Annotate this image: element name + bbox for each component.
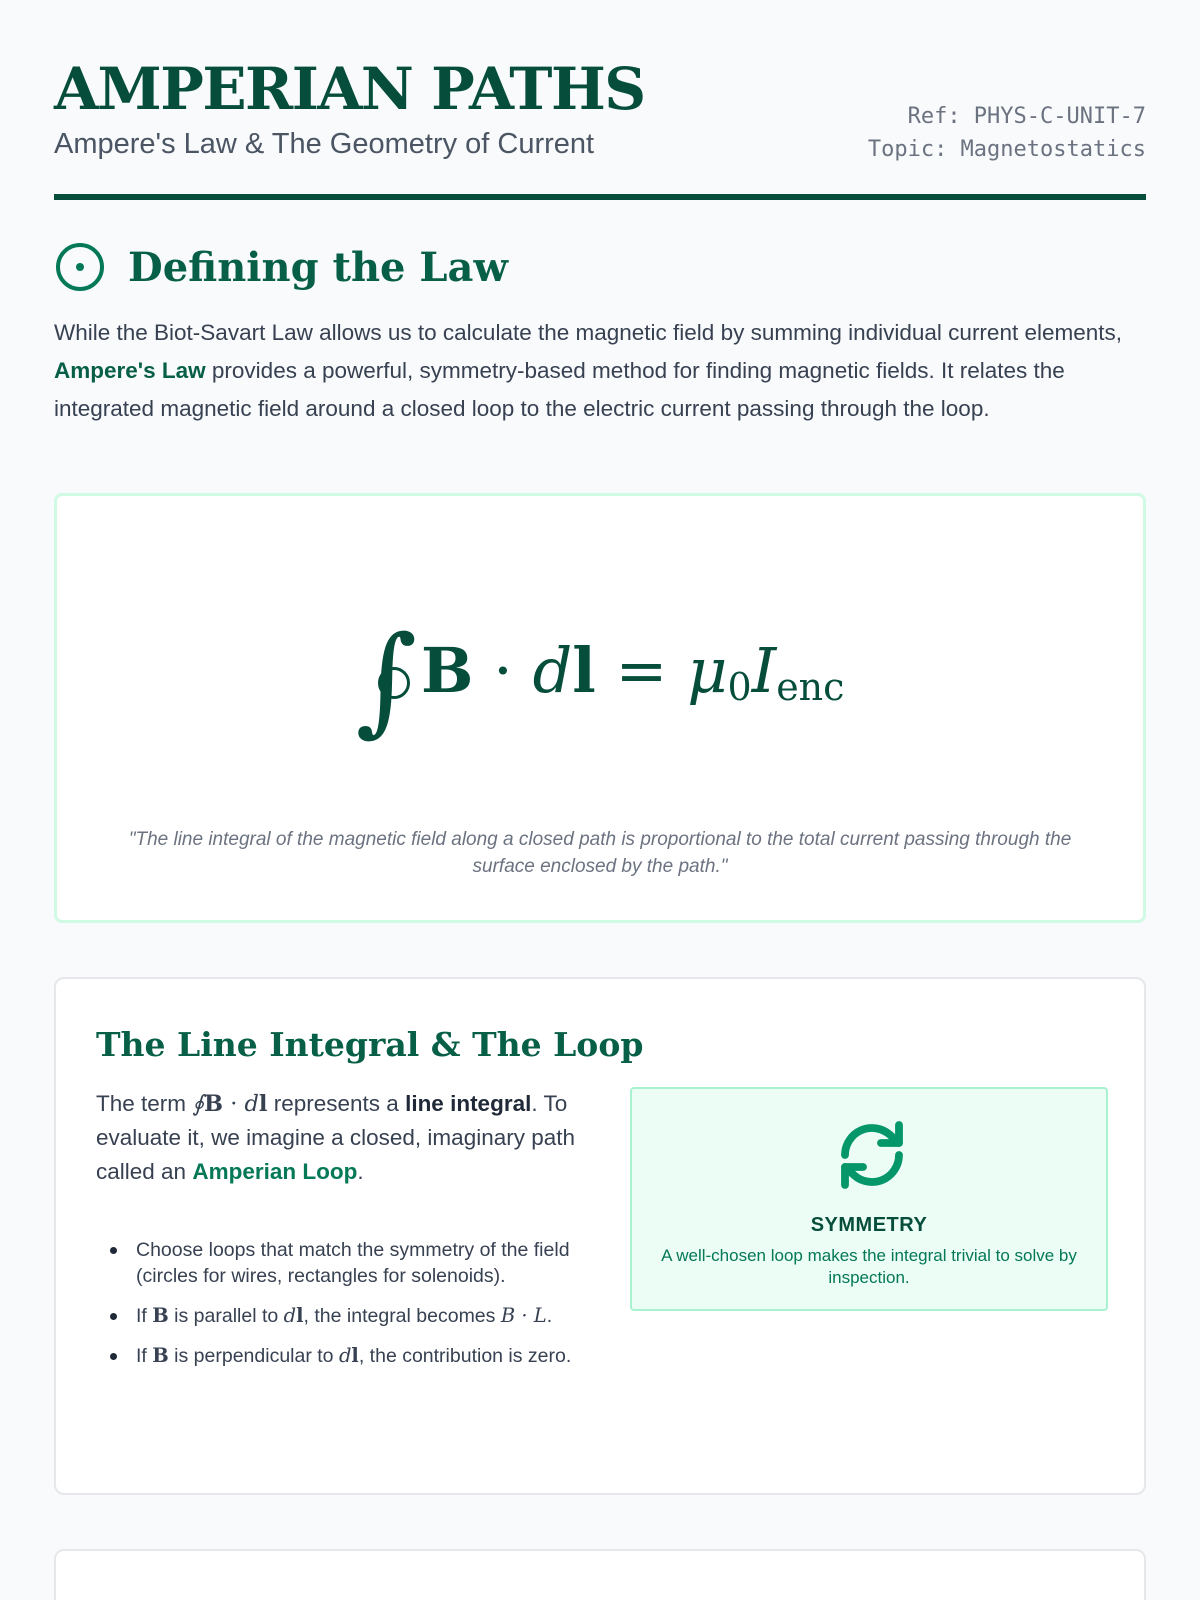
list-item-text: is perpendicular to xyxy=(168,1345,339,1367)
paragraph-text: . To evaluate it, we imagine a closed, imaginary path called an xyxy=(96,1091,576,1184)
target-icon xyxy=(56,243,104,291)
card-title: The Line Integral & The Loop xyxy=(96,1025,644,1064)
math-l: l xyxy=(296,1304,304,1327)
symmetry-label: SYMMETRY xyxy=(810,1214,928,1236)
list-item-text: , the integral becomes xyxy=(303,1305,501,1327)
ref-code: Ref: PHYS-C-UNIT-7 xyxy=(907,104,1146,129)
math-B: B xyxy=(152,1304,169,1327)
line-integral-card xyxy=(54,977,1146,1495)
list-item-text: If xyxy=(136,1345,153,1367)
inline-math xyxy=(152,1344,168,1367)
list-item-text: Choose loops that match the symmetry of the field (circles for wires, rectangles for solenoids). xyxy=(136,1239,570,1287)
intro-highlight: Ampere's Law xyxy=(54,358,206,383)
formula-mu-subscript: 0 xyxy=(727,665,752,709)
symmetry-callout xyxy=(630,1087,1108,1311)
formula-dot: · xyxy=(473,634,533,707)
intro-text-continued: provides a powerful, symmetry-based method for finding magnetic fields. It relates the integrated magnetic field around a closed loop to the electric current passing through the loop. xyxy=(54,358,1065,421)
formula-mu: μ xyxy=(687,634,728,707)
inline-math xyxy=(339,1344,359,1367)
math-l: l xyxy=(351,1344,359,1367)
amperes-law-formula xyxy=(57,596,1143,746)
list-item-text: If xyxy=(136,1305,153,1327)
list-item xyxy=(96,1303,576,1329)
line-integral-paragraph xyxy=(96,1087,576,1189)
math-d: d xyxy=(244,1091,259,1117)
page-subtitle: Ampere's Law & The Geometry of Current xyxy=(54,128,595,160)
amperian-loop-term: Amperian Loop xyxy=(192,1159,358,1184)
inline-math xyxy=(284,1304,304,1327)
paragraph-text: The term xyxy=(96,1091,193,1116)
line-integral-term: line integral xyxy=(405,1091,532,1116)
formula-l: l xyxy=(572,634,596,707)
math-BL: B · L xyxy=(500,1304,547,1327)
loop-tips-list xyxy=(96,1237,576,1383)
document-meta xyxy=(868,100,1146,166)
formula-d: d xyxy=(532,634,573,707)
section-title: Defining the Law xyxy=(128,244,508,291)
page-header xyxy=(54,56,1146,200)
next-card xyxy=(54,1549,1146,1600)
math-dot: · xyxy=(223,1091,245,1117)
formula-I: I xyxy=(751,634,777,707)
list-item-text: . xyxy=(546,1305,553,1327)
formula-equals: = xyxy=(595,634,688,707)
paragraph-text: . xyxy=(357,1159,364,1184)
math-d: d xyxy=(283,1304,297,1327)
math-B: B xyxy=(152,1344,169,1367)
intro-paragraph xyxy=(54,314,1146,428)
math-B: B xyxy=(204,1091,224,1117)
symmetry-description: A well-chosen loop makes the integral trivial to solve by inspection. xyxy=(661,1246,1077,1287)
law-quote: "The line integral of the magnetic field along a closed path is proportional to the total current passing through the surface enclosed by the path." xyxy=(128,829,1072,877)
closed-integral-symbol: ∫ xyxy=(356,604,417,754)
formula-I-subscript: enc xyxy=(776,665,845,709)
list-item xyxy=(96,1237,576,1289)
inline-math xyxy=(501,1304,547,1327)
inline-math xyxy=(152,1304,168,1327)
list-item-text: is parallel to xyxy=(168,1305,284,1327)
sync-icon xyxy=(836,1119,908,1191)
topic-label: Topic: Magnetostatics xyxy=(867,137,1146,162)
list-item-text: , the contribution is zero. xyxy=(358,1345,572,1367)
formula-B: B xyxy=(421,634,474,707)
math-d: d xyxy=(338,1344,352,1367)
math-l: l xyxy=(258,1091,268,1117)
paragraph-text: represents a xyxy=(267,1091,406,1116)
page-title: AMPERIAN PATHS xyxy=(54,55,645,123)
intro-text: While the Biot-Savart Law allows us to calculate the magnetic field by summing individual current elements, xyxy=(54,320,1123,345)
formula-card xyxy=(54,493,1146,923)
math-oint: ∮ xyxy=(192,1091,205,1117)
list-item xyxy=(96,1343,576,1369)
inline-line-integral xyxy=(192,1091,267,1117)
